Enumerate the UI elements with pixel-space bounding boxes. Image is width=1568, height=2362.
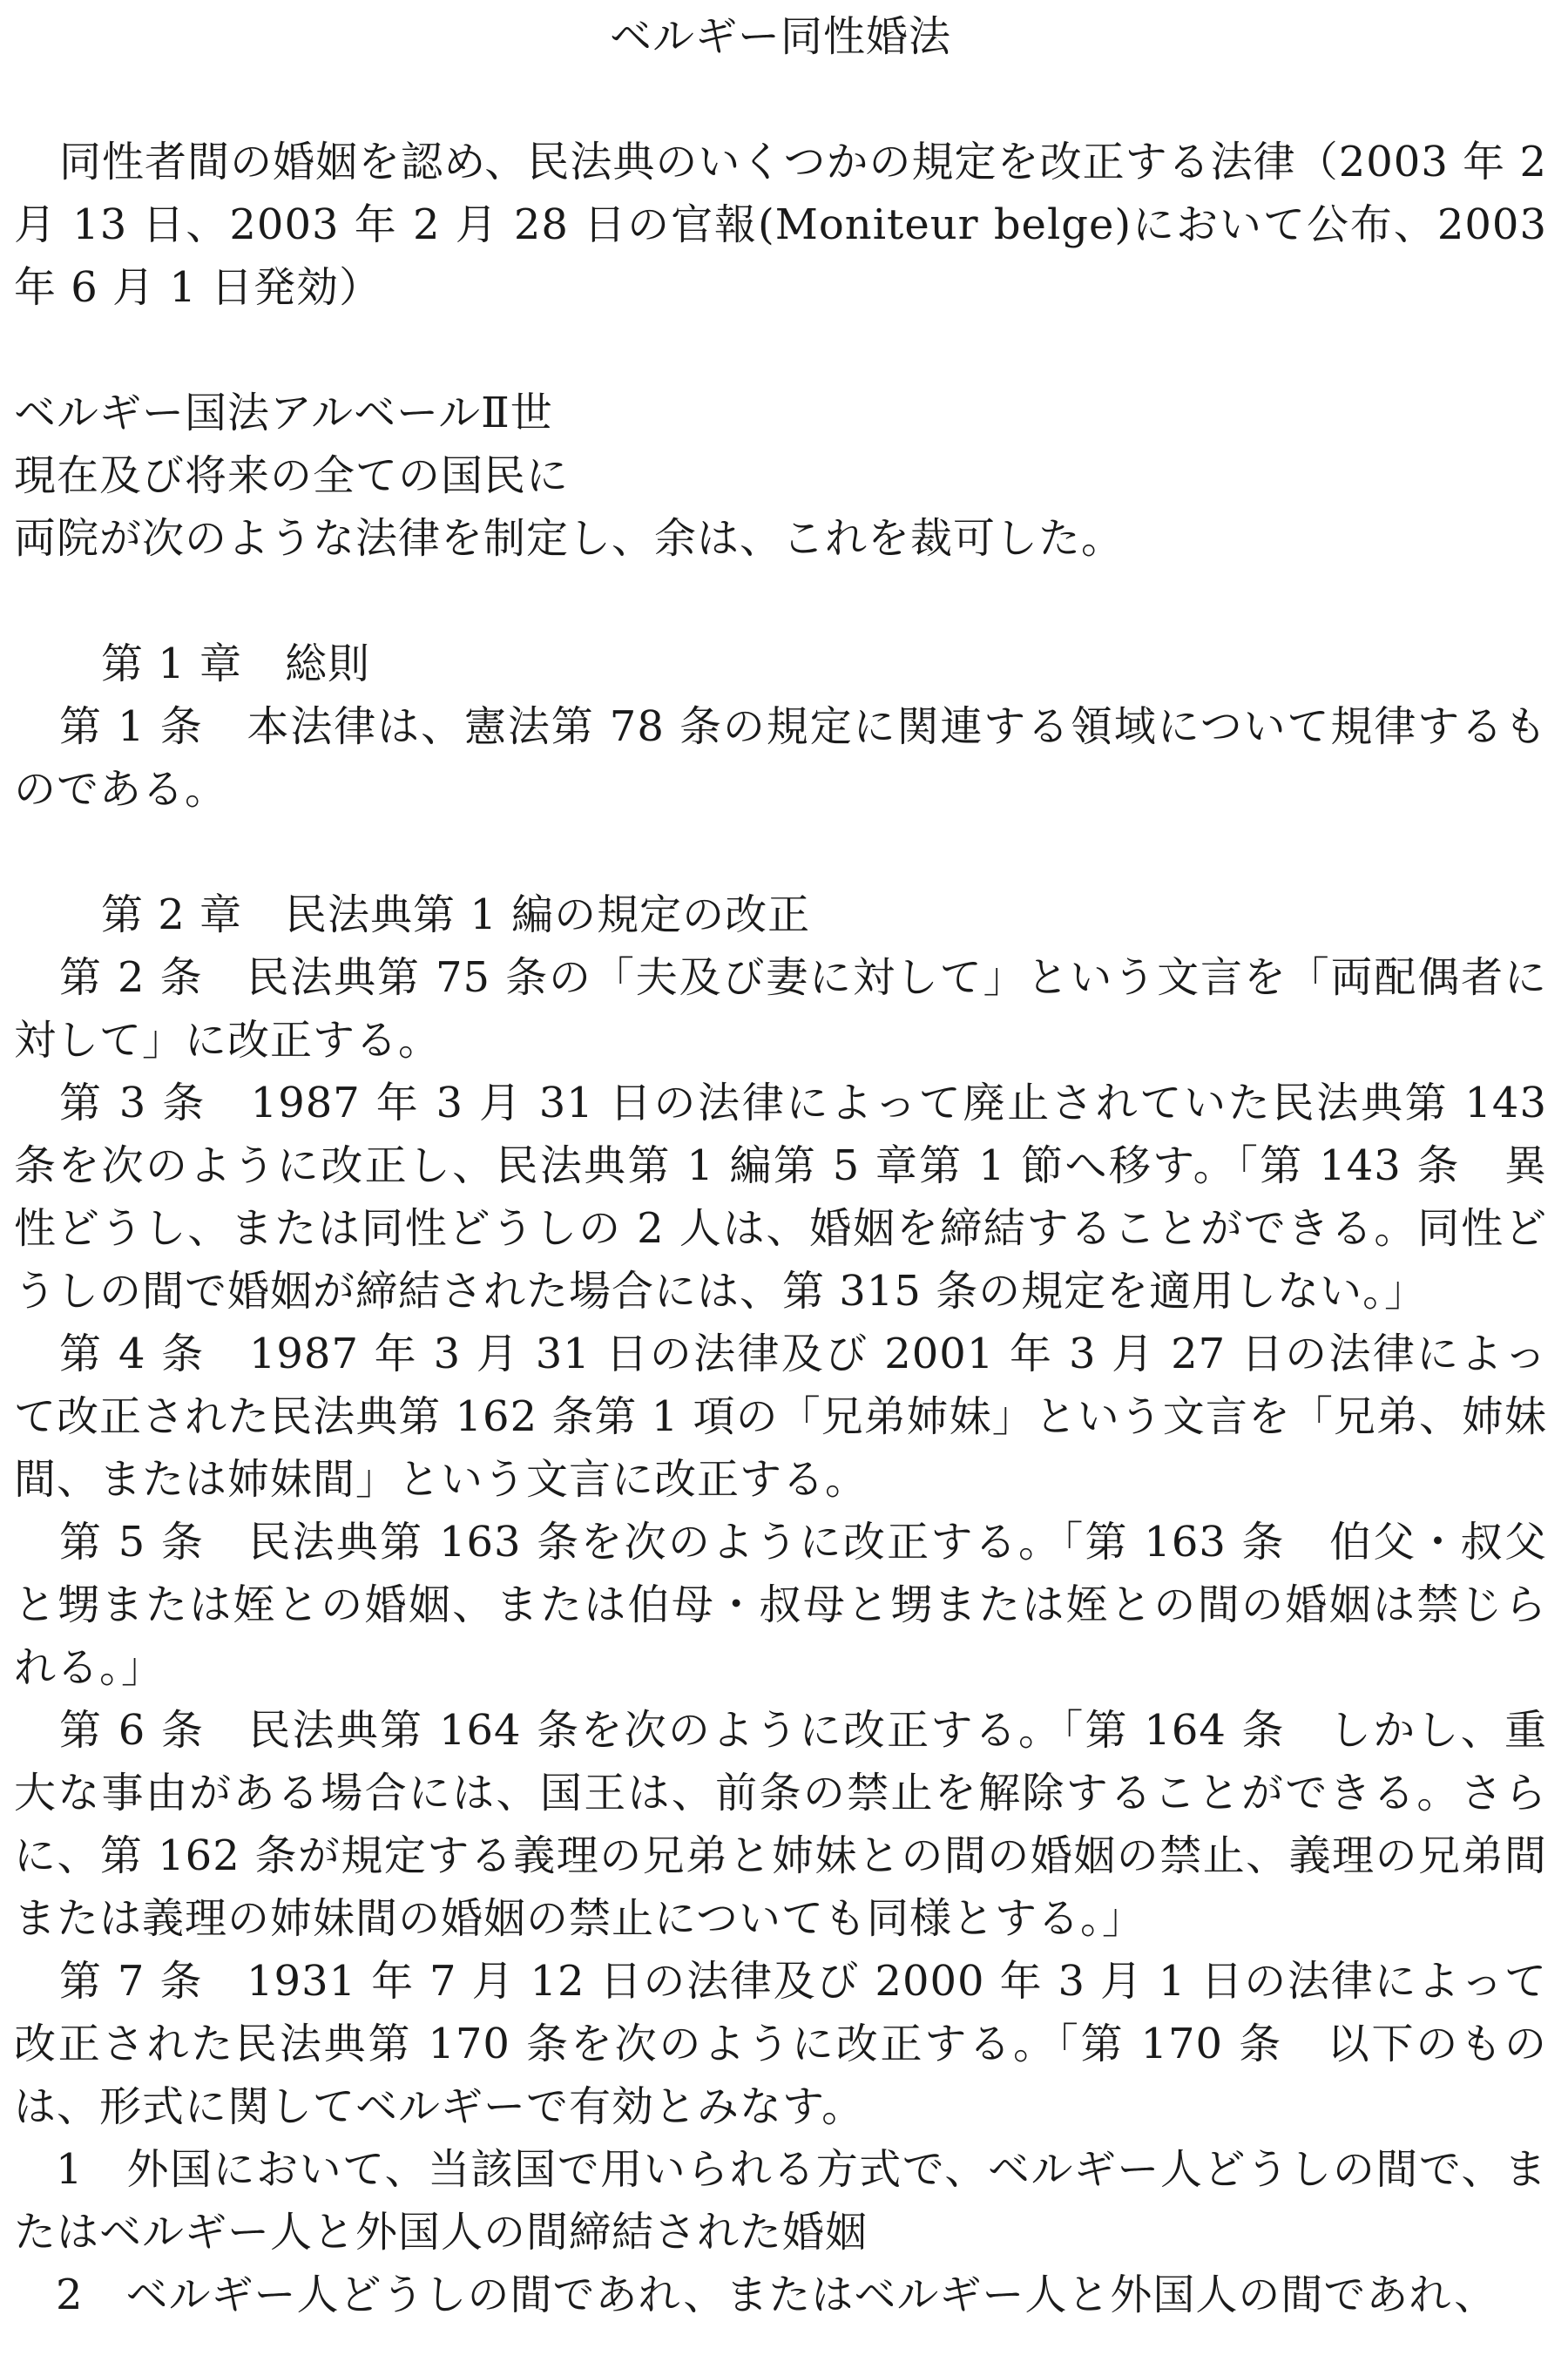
- article-7-item-1: 1 外国において、当該国で用いられる方式で、ベルギー人どうしの間で、またはベルギー人と外国人の間締結された婚姻: [14, 2145, 1547, 2257]
- article-1: 第 1 条 本法律は、憲法第 78 条の規定に関連する領域について規律するものである。: [14, 702, 1547, 814]
- document-title: ベルギー同性婚法: [609, 12, 951, 61]
- article-3: 第 3 条 1987 年 3 月 31 日の法律によって廃止されていた民法典第 143 条を次のように改正し、民法典第 1 編第 5 章第 1 節へ移す。「第 143 条 異性どうし、または同性どうしの 2 人は、婚姻を締結することができる。同性どうしの間で婚姻が締結された場合には、第 315 条の規定を適用しない。」: [14, 1079, 1547, 1316]
- article-7-item-2: 2 ベルギー人どうしの間であれ、またはベルギー人と外国人の間であれ、: [56, 2271, 1497, 2319]
- chapter-2-heading: 第 2 章 民法典第 1 編の規定の改正: [101, 890, 811, 939]
- article-4: 第 4 条 1987 年 3 月 31 日の法律及び 2001 年 3 月 27 日の法律によって改正された民法典第 162 条第 1 項の「兄弟姉妹」という文言を「兄弟、姉妹間、または姉妹間」という文言に改正する。: [14, 1330, 1547, 1504]
- preamble-line-enactment: 両院が次のような法律を制定し、余は、これを裁可した。: [14, 514, 1125, 563]
- chapter-1-heading: 第 1 章 総則: [101, 640, 371, 688]
- article-7: 第 7 条 1931 年 7 月 12 日の法律及び 2000 年 3 月 1 日の法律によって改正された民法典第 170 条を次のように改正する。「第 170 条 以下のものは、形式に関してベルギーで有効とみなす。: [14, 1957, 1547, 2131]
- preamble-line-king: ベルギー国法アルベールⅡ世: [14, 389, 553, 437]
- article-5: 第 5 条 民法典第 163 条を次のように改正する。「第 163 条 伯父・叔父と甥または姪との婚姻、または伯母・叔母と甥または姪との間の婚姻は禁じられる。」: [14, 1518, 1547, 1692]
- article-6: 第 6 条 民法典第 164 条を次のように改正する。「第 164 条 しかし、重大な事由がある場合には、国王は、前条の禁止を解除することができる。さらに、第 162 条が規定する義理の兄弟と姉妹との間の婚姻の禁止、義理の兄弟間または義理の姉妹間の婚姻の禁止についても同様とする。」: [14, 1706, 1547, 1943]
- document-page: [14, 0, 1547, 2326]
- preamble-line-citizens: 現在及び将来の全ての国民に: [14, 451, 570, 500]
- law-intro-paragraph: 同性者間の婚姻を認め、民法典のいくつかの規定を改正する法律（2003 年 2 月 13 日、2003 年 2 月 28 日の官報(Moniteur belge)において公布、2003 年 6 月 1 日発効）: [14, 138, 1547, 312]
- article-2: 第 2 条 民法典第 75 条の「夫及び妻に対して」という文言を「両配偶者に対して」に改正する。: [14, 953, 1547, 1065]
